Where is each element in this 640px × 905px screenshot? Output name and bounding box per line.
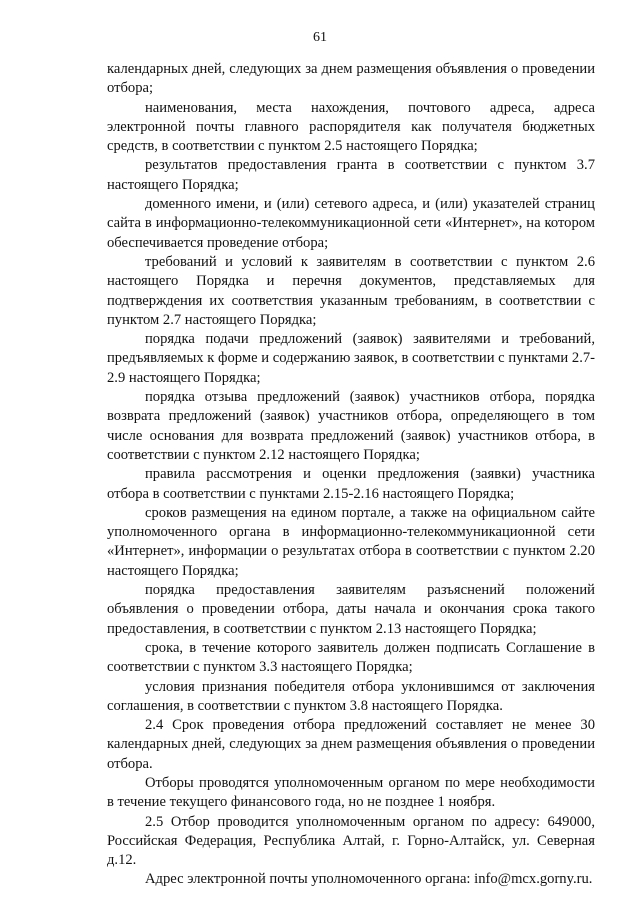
paragraph: условия признания победителя отбора уклонившимся от заключения соглашения, в соответствии с пунктом 3.8 настоящего Порядка.	[107, 678, 595, 714]
paragraph: срока, в течение которого заявитель должен подписать Соглашение в соответствии с пунктом 3.3 настоящего Порядка;	[107, 639, 595, 676]
paragraph: Адрес электронной почты уполномоченного органа: info@mcx.gorny.ru.	[145, 871, 593, 888]
paragraph: сроков размещения на едином портале, а также на официальном сайте уполномоченного органа в информационно-телекоммуникационной сети «Интернет», информации о результатах отбора в соответствии с пунктом 2.20 настоящего Порядка;	[107, 504, 595, 579]
paragraph: Отборы проводятся уполномоченным органом по мере необходимости в течение текущего финансового года, но не позднее 1 ноября.	[107, 774, 595, 811]
paragraph: порядка отзыва предложений (заявок) участников отбора, порядка возврата предложений (заявок) участников отбора, определяющего в том числе основания для возврата предложений (заявок) участников отбора, в соответствии с пунктом 2.12 настоящего Порядка;	[107, 389, 595, 463]
page-number: 61	[313, 30, 327, 45]
paragraph: календарных дней, следующих за днем размещения объявления о проведении отбора;	[107, 61, 595, 97]
paragraph: порядка предоставления заявителям разъяснений положений объявления о проведении отбора, даты начала и окончания срока такого предоставления, в соответствии с пунктом 2.13 настоящего Порядка;	[107, 582, 595, 637]
document-body	[107, 60, 595, 890]
paragraph: 2.5 Отбор проводится уполномоченным органом по адресу: 649000, Российская Федерация, Республика Алтай, г. Горно-Алтайск, ул. Северная д.12.	[107, 813, 595, 869]
paragraph: результатов предоставления гранта в соответствии с пунктом 3.7 настоящего Порядка;	[107, 157, 595, 193]
paragraph: доменного имени, и (или) сетевого адреса, и (или) указателей страниц сайта в информационно-телекоммуникационной сети «Интернет», на котором обеспечивается проведение отбора;	[107, 196, 595, 251]
paragraph: требований и условий к заявителям в соответствии с пунктом 2.6 настоящего Порядка и перечня документов, представляемых для подтверждения их соответствия указанным требованиям, в соответствии с пунктом 2.7 настоящего Порядка;	[107, 253, 595, 328]
paragraph: 2.4 Срок проведения отбора предложений составляет не менее 30 календарных дней, следующих за днем размещения объявления о проведении отбора.	[107, 717, 595, 772]
paragraph: наименования, места нахождения, почтового адреса, адреса электронной почты главного распорядителя как получателя бюджетных средств, в соответствии с пунктом 2.5 настоящего Порядка;	[107, 99, 595, 155]
paragraph: правила рассмотрения и оценки предложения (заявки) участника отбора в соответствии с пунктами 2.15-2.16 настоящего Порядка;	[107, 466, 595, 502]
paragraph: порядка подачи предложений (заявок) заявителями и требований, предъявляемых к форме и содержанию заявок, в соответствии с пунктами 2.7-2.9 настоящего Порядка;	[107, 331, 595, 386]
